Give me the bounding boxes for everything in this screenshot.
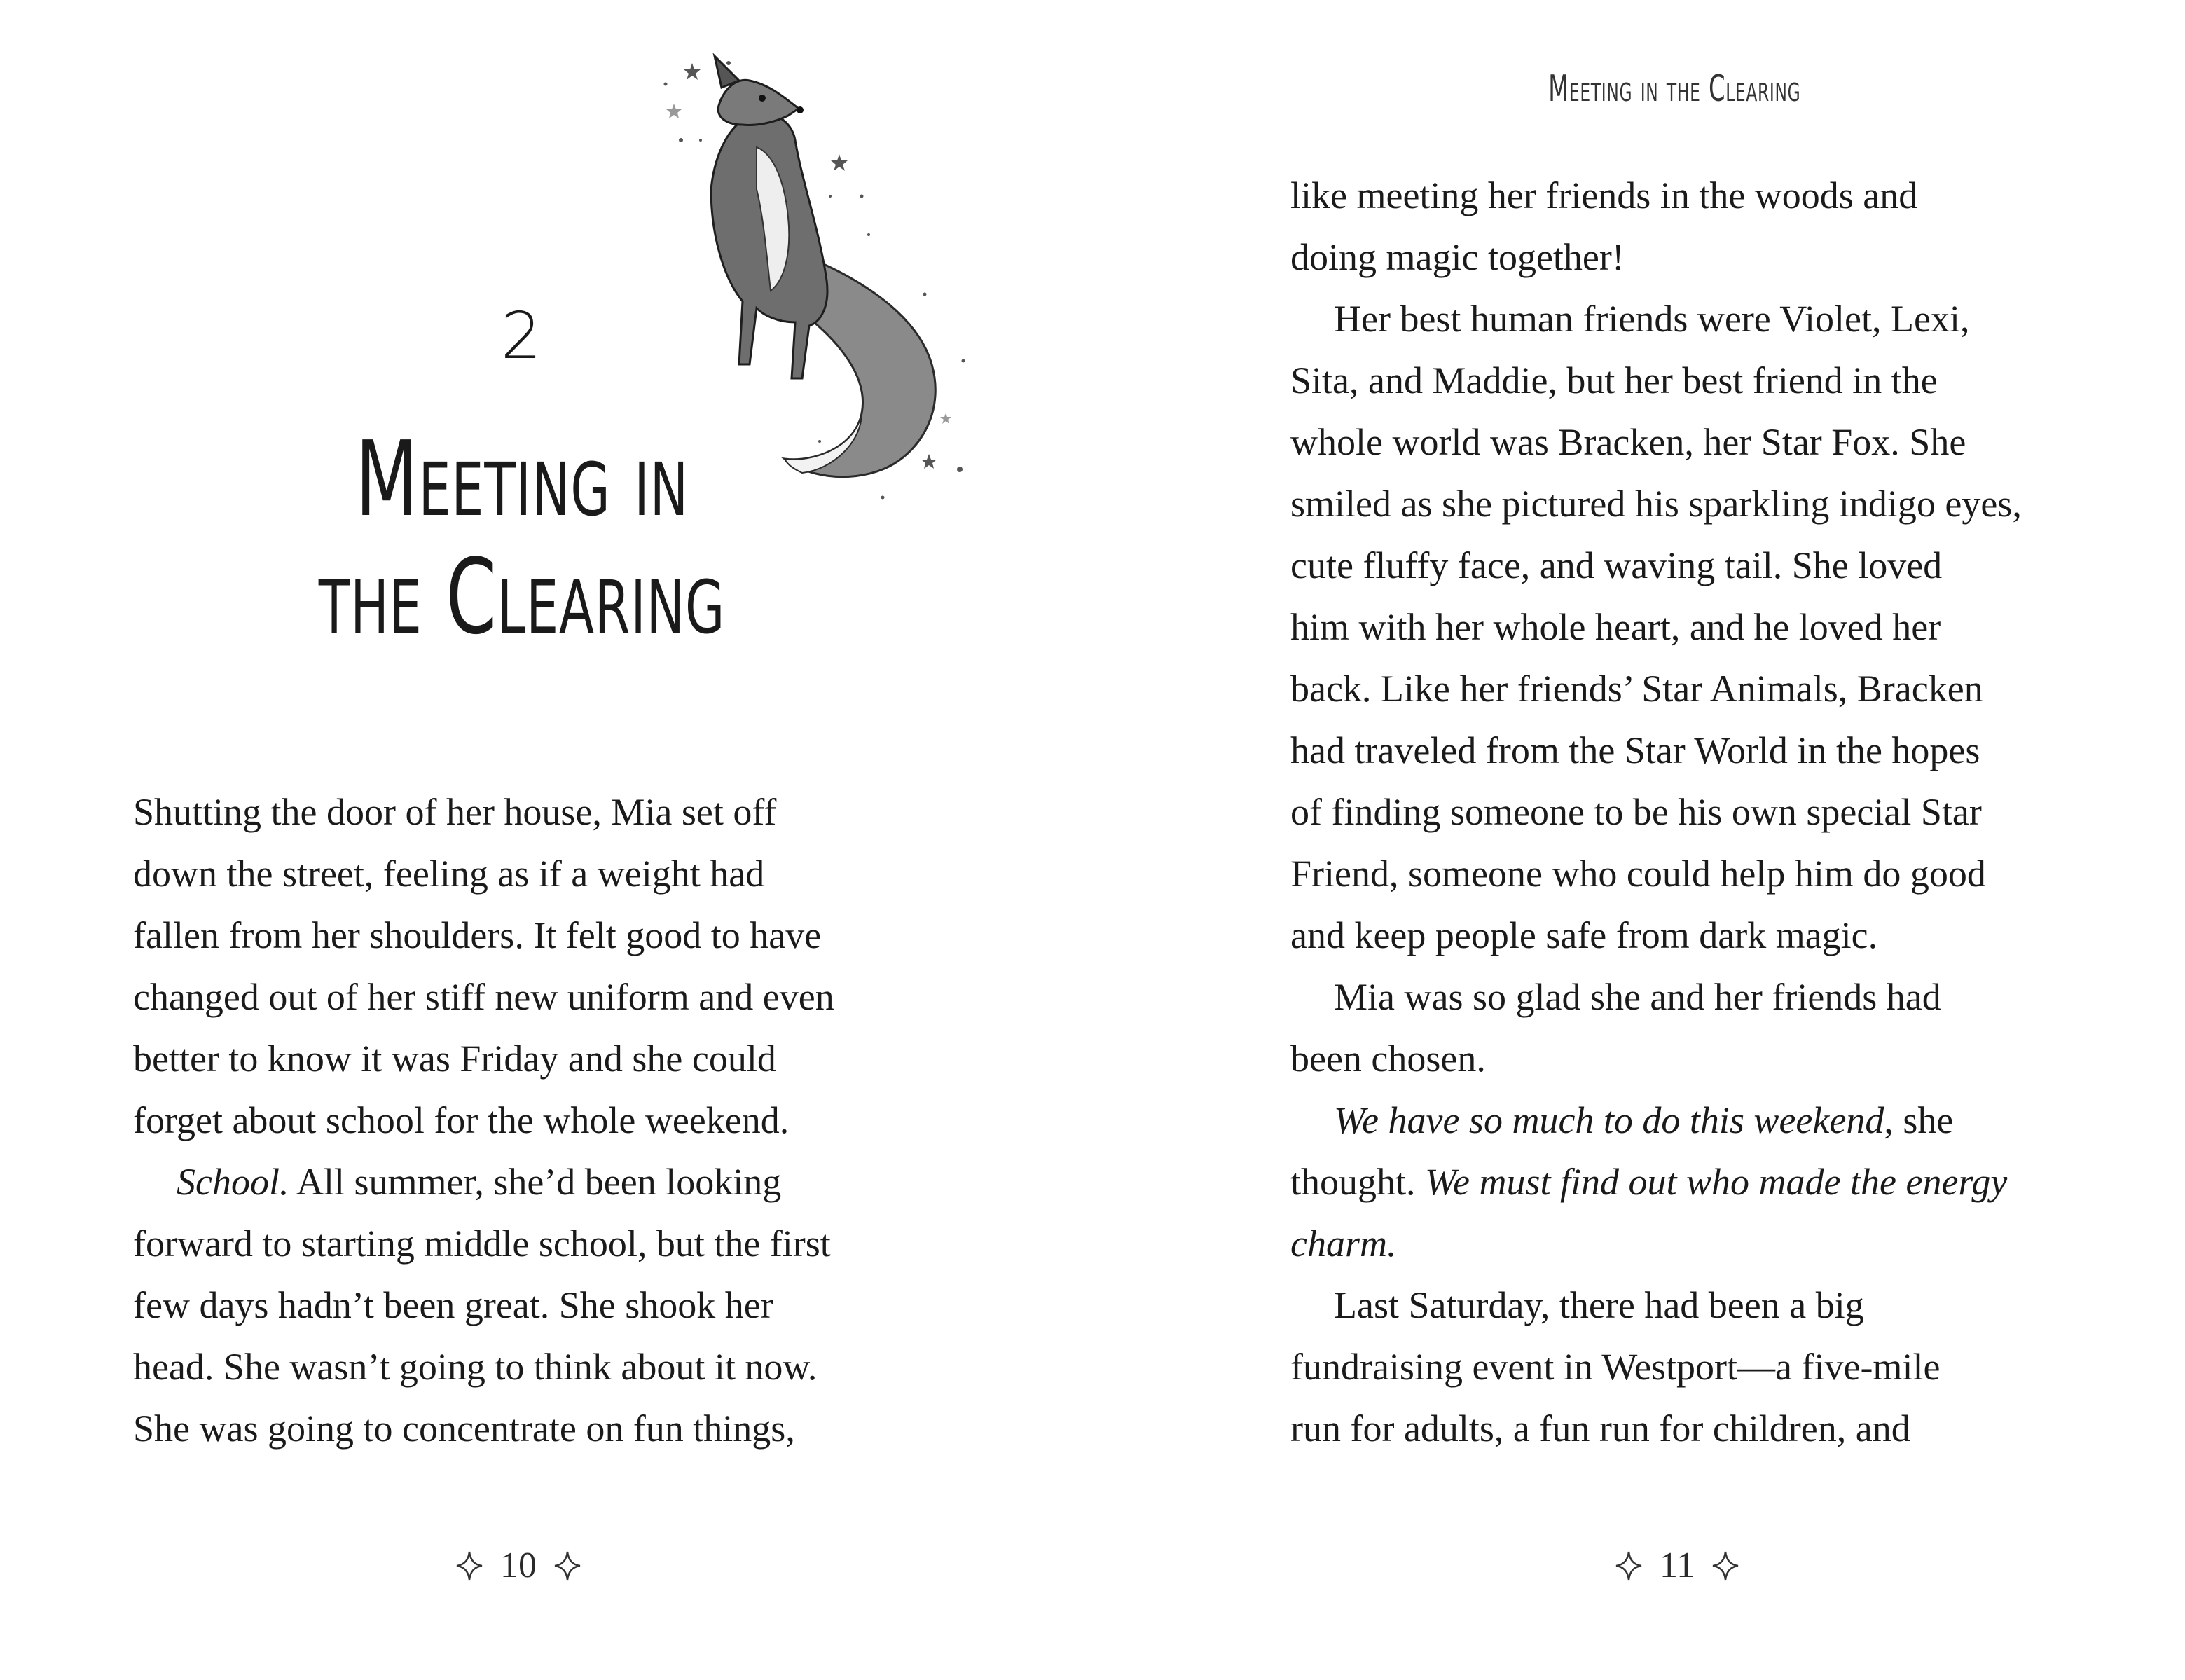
text-line: back. Like her friends’ Star Animals, Bracken	[1290, 668, 1983, 710]
text-line	[1290, 1089, 2022, 1151]
chapter-title-line: the Clearing	[318, 537, 726, 657]
text-line: head. She wasn’t going to think about it now.	[133, 1346, 818, 1388]
text-line: She was going to concentrate on fun things,	[133, 1407, 795, 1450]
text-line	[1290, 1151, 2022, 1213]
text-line: Sita, and Maddie, but her best friend in the	[1290, 359, 1938, 401]
text-line: charm.	[1290, 1223, 1397, 1265]
text-line: like meeting her friends in the woods and	[1290, 174, 1918, 216]
text-line: forget about school for the whole weekend.	[133, 1099, 790, 1141]
sparkle-icon	[455, 1550, 483, 1581]
page-number-footer	[455, 1545, 581, 1587]
running-head	[1492, 64, 1856, 113]
text-line	[133, 1151, 834, 1213]
text-line: doing magic together!	[1290, 236, 1625, 278]
italic-text: We must find out who made the energy	[1425, 1161, 2008, 1203]
text-line: Her best human friends were Violet, Lexi,	[1334, 298, 1970, 340]
text-line: fundraising event in Westport—a five-mile	[1290, 1346, 1941, 1388]
right-body-text	[1290, 165, 2022, 1459]
running-head-title: Meeting in the Clearing	[1548, 68, 1801, 110]
text-line: and keep people safe from dark magic.	[1290, 914, 1878, 956]
chapter-number: 2	[500, 298, 544, 373]
text-line: Mia was so glad she and her friends had	[1334, 976, 1941, 1018]
right-page	[1093, 0, 2185, 1680]
text-line: few days hadn’t been great. She shook her	[133, 1284, 773, 1326]
text-run: , she	[1884, 1099, 1954, 1141]
text-line: had traveled from the Star World in the hopes	[1290, 729, 1980, 771]
text-line: of finding someone to be his own special Star	[1290, 791, 1982, 833]
text-run: thought.	[1290, 1161, 1426, 1203]
text-run: All summer, she’d been looking	[289, 1161, 782, 1203]
sparkle-icon	[1711, 1550, 1739, 1581]
chapter-title-line: Meeting in	[355, 419, 689, 539]
text-line: Shutting the door of her house, Mia set off	[133, 791, 777, 833]
chapter-title	[115, 420, 929, 656]
italic-text: School.	[177, 1161, 289, 1203]
italic-text: We have so much to do this weekend	[1334, 1099, 1884, 1141]
sparkle-icon	[1615, 1550, 1643, 1581]
text-line: changed out of her stiff new uniform and even	[133, 976, 834, 1018]
text-line: forward to starting middle school, but the first	[133, 1223, 831, 1265]
text-line: whole world was Bracken, her Star Fox. She	[1290, 421, 1966, 463]
text-line: down the street, feeling as if a weight had	[133, 853, 765, 895]
text-line: fallen from her shoulders. It felt good to have	[133, 914, 822, 956]
text-line: run for adults, a fun run for children, and	[1290, 1407, 1910, 1450]
text-line: been chosen.	[1290, 1038, 1486, 1080]
text-line: smiled as she pictured his sparkling indigo eyes,	[1290, 483, 2022, 525]
text-line: cute fluffy face, and waving tail. She loved	[1290, 544, 1943, 586]
sparkle-icon	[553, 1550, 581, 1581]
page-number: 11	[1660, 1545, 1695, 1585]
text-line: Friend, someone who could help him do good	[1290, 853, 1986, 895]
text-line: him with her whole heart, and he loved her	[1290, 606, 1941, 648]
text-line: better to know it was Friday and she could	[133, 1038, 776, 1080]
left-body-text	[133, 781, 834, 1459]
page-number-footer	[1615, 1545, 1739, 1587]
text-line: Last Saturday, there had been a big	[1334, 1284, 1864, 1326]
page-number: 10	[500, 1545, 537, 1585]
left-page	[0, 0, 1092, 1680]
